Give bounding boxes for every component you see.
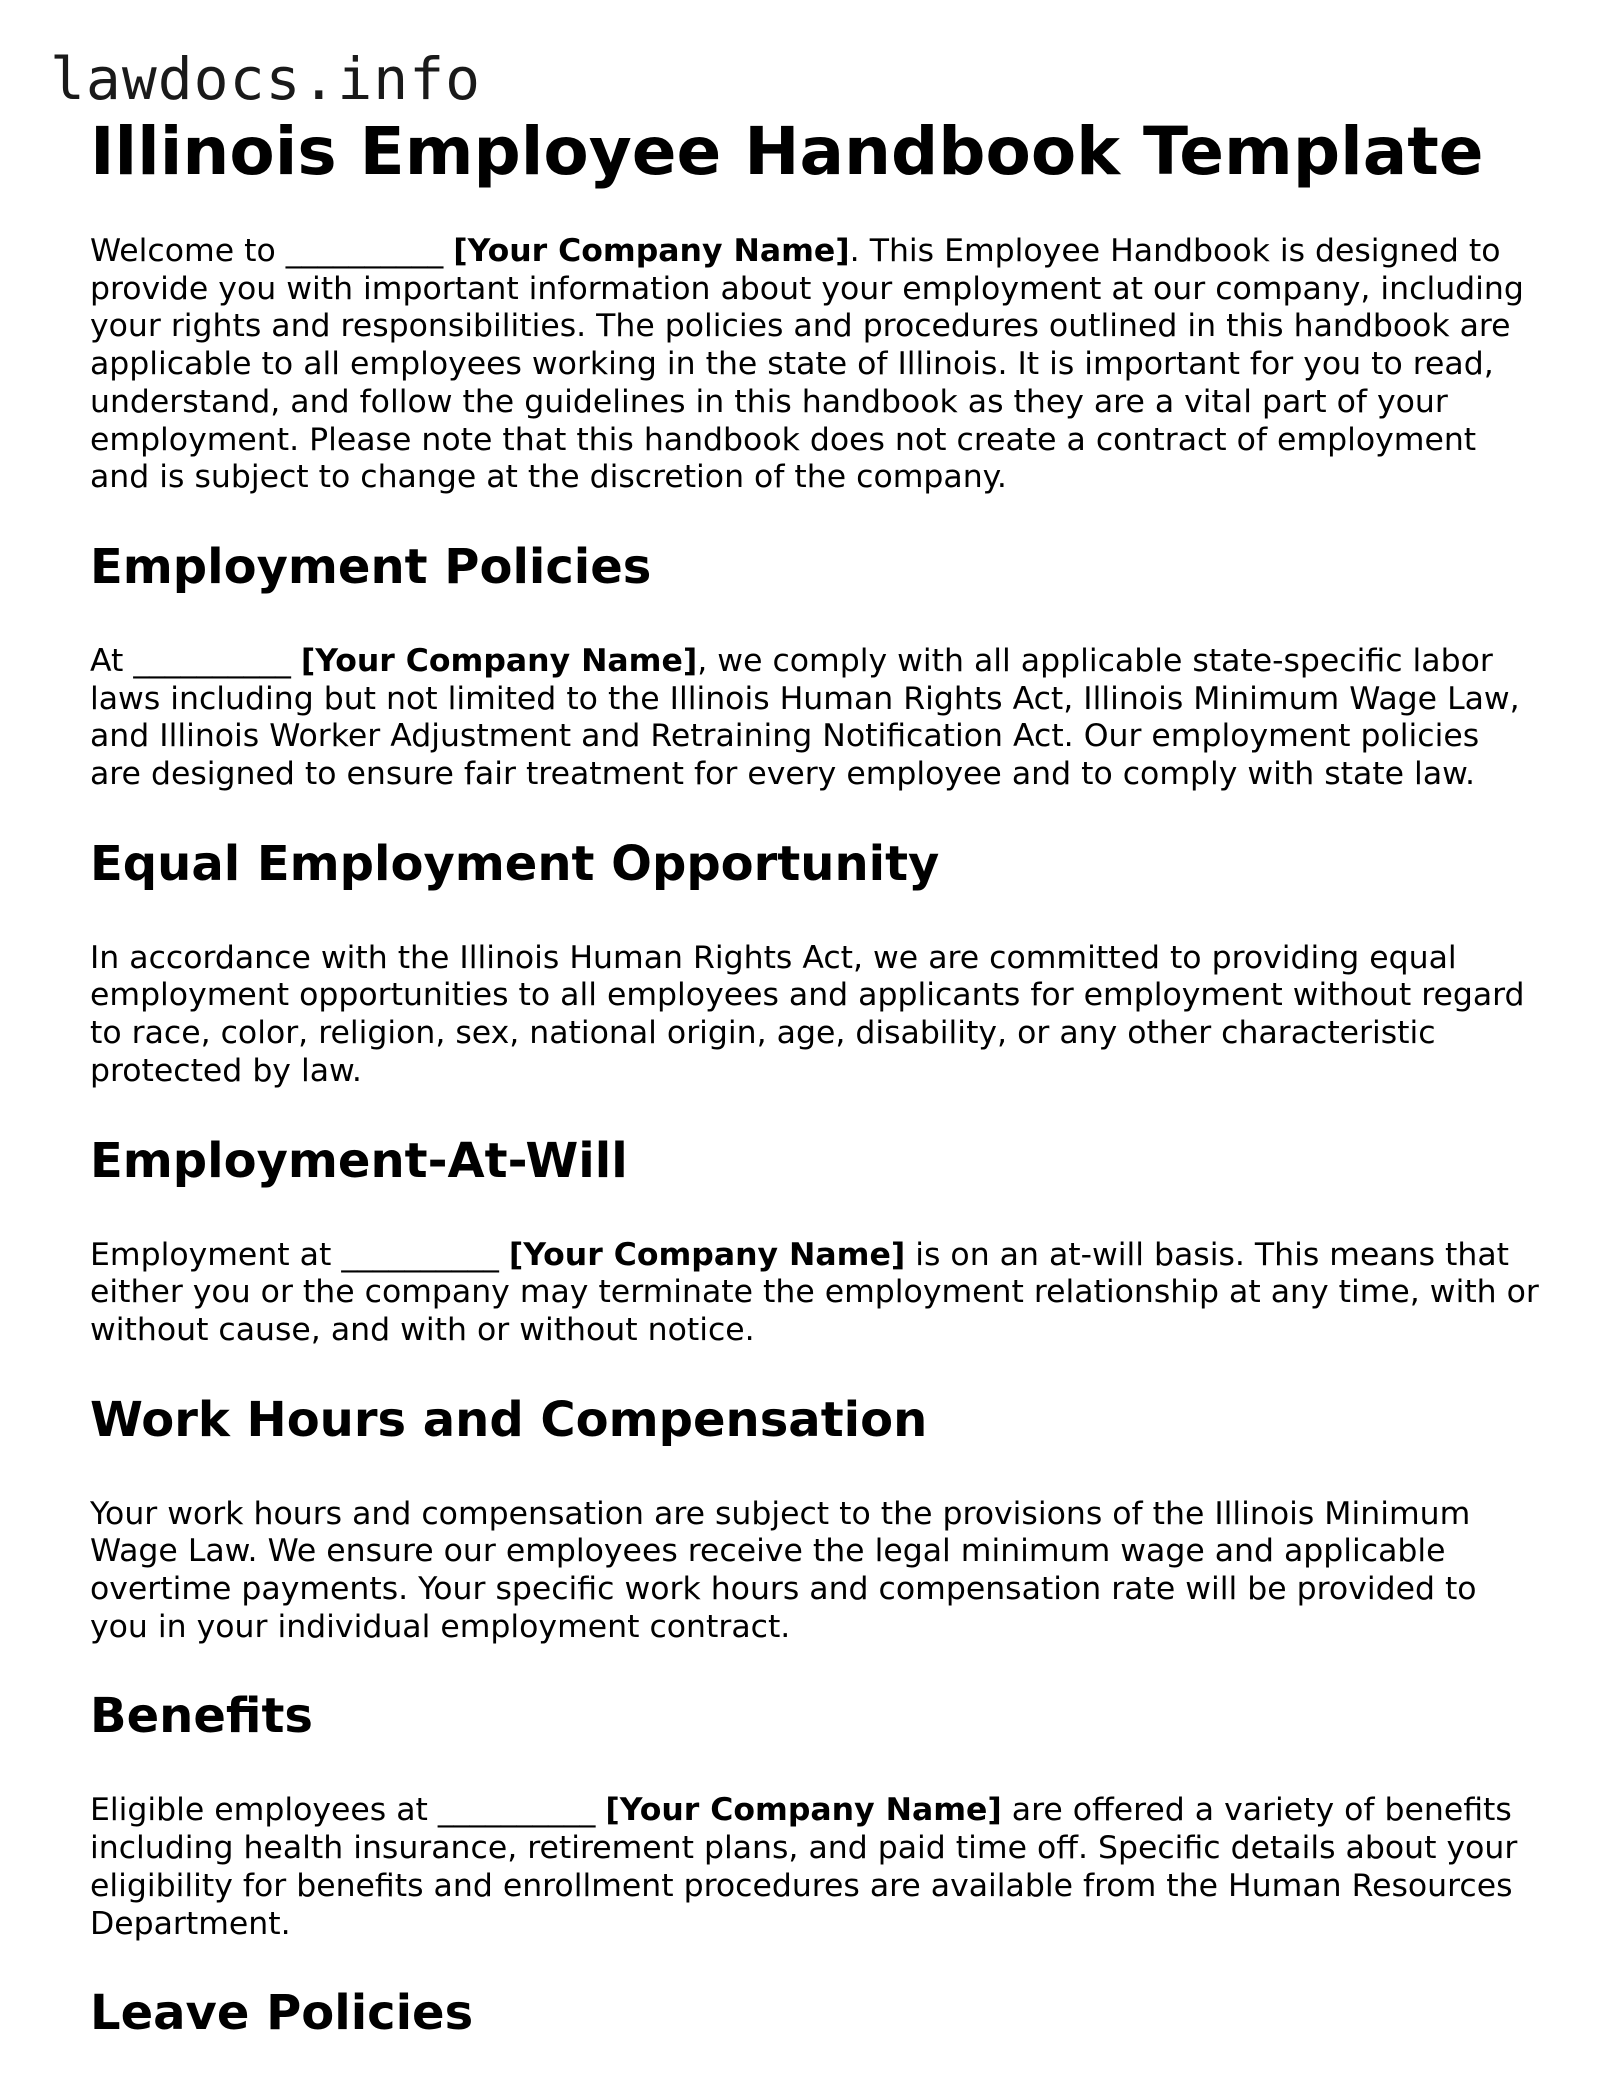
heading-benefits: Benefits	[90, 1688, 313, 1745]
at-will-text-start: Employment at	[90, 1236, 342, 1273]
at-will-text-end: is on an at-will basis. This means that either you or the company may terminate the employment relationship at any time, with or without cause, and with or without notice.	[90, 1236, 1539, 1348]
benefits-text-end: are offered a variety of benefits including health insurance, retirement plans, and paid time off. Specific details about your eligibility for benefits and enrollment procedures are available from the Human Resources Department.	[90, 1792, 1518, 1942]
document-body	[90, 112, 1540, 2043]
benefits-paragraph	[90, 1792, 1540, 1943]
company-name-blank: __________	[133, 642, 291, 679]
watermark-logo: lawdocs.info	[50, 45, 482, 113]
company-name-blank: __________	[437, 1792, 596, 1829]
company-name-placeholder: [Your Company Name]	[453, 233, 850, 269]
company-name-placeholder: [Your Company Name]	[508, 1236, 906, 1273]
heading-leave-policies: Leave Policies	[90, 1985, 474, 2042]
equal-opportunity-paragraph: In accordance with the Illinois Human Rights Act, we are committed to providing equal employment opportunities to all employees and applicants for employment without regard to race, color, religion, sex, national origin, age, disability, or any other characteristic protected by law.	[90, 939, 1525, 1089]
company-name-blank: __________	[341, 1236, 499, 1273]
heading-employment-at-will: Employment-At-Will	[90, 1132, 628, 1189]
heading-employment-policies: Employment Policies	[90, 538, 652, 595]
intro-text-start: Welcome to	[90, 233, 286, 269]
intro-paragraph	[90, 233, 1540, 497]
heading-work-hours-compensation: Work Hours and Compensation	[90, 1391, 928, 1448]
company-name-placeholder: [Your Company Name]	[605, 1792, 1002, 1829]
intro-text-end: . This Employee Handbook is designed to provide you with important information about your employment at our company, including your rights and responsibilities. The policies and procedures outlined in this handbook are applicable to all employees working in the state of Illinois. It is important for you to read, understand, and follow the guidelines in this handbook as they are a vital part of your employment. Please note that this handbook does not create a contract of employment and is subject to change at the discretion of the company.	[90, 233, 1524, 496]
employment-policies-paragraph	[90, 643, 1540, 794]
benefits-text-start: Eligible employees at	[90, 1792, 438, 1829]
heading-equal-employment-opportunity: Equal Employment Opportunity	[90, 835, 940, 892]
company-name-placeholder: [Your Company Name]	[300, 642, 698, 679]
company-name-blank: __________	[285, 233, 444, 269]
employment-policies-text-start: At	[90, 642, 134, 679]
at-will-paragraph	[90, 1237, 1540, 1350]
employment-policies-text-end: , we comply with all applicable state-specific labor laws including but not limited to the Illinois Human Rights Act, Illinois Minimum Wage Law, and Illinois Worker Adjustment and Retraining Notification Act. Our employment policies are designed to ensure fair treatment for every employee and to comply with state law.	[90, 642, 1520, 793]
document-title: Illinois Employee Handbook Template	[90, 113, 1484, 190]
work-hours-paragraph: Your work hours and compensation are subject to the provisions of the Illinois Minimum Wage Law. We ensure our employees receive the legal minimum wage and applicable overtime payments. Your specific work hours and compensation rate will be provided to you in your individual employment contract.	[90, 1495, 1477, 1645]
